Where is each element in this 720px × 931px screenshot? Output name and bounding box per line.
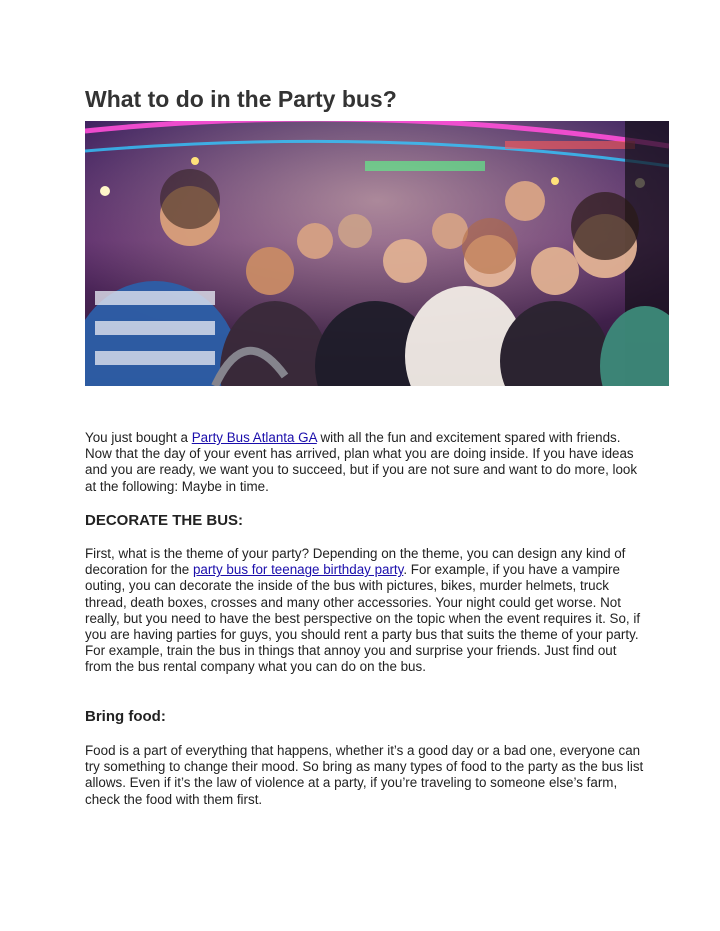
party-bus-atlanta-link[interactable]: Party Bus Atlanta GA: [191, 430, 317, 445]
decorate-paragraph: [85, 546, 645, 676]
section-heading-bring-food: Bring food:: [85, 708, 166, 725]
teenage-birthday-party-link[interactable]: party bus for teenage birthday party: [192, 562, 404, 578]
bring-food-paragraph: Food is a part of everything that happens, whether it’s a good day or a bad one, everyone can try something to change their mood. So bring as many types of food to the party as the bus list allows. Even if it’s the law of violence at a party, if you’re traveling to someone else’s farm, check the food with them first.: [85, 743, 644, 807]
intro-paragraph: [85, 430, 645, 495]
section-heading-decorate: DECORATE THE BUS:: [85, 512, 244, 529]
intro-text-after-link: with all the fun and excitement spared with friends. Now that the day of your event has arrived, plan what you are doing inside. If you have ideas and you are ready, we want you to succeed, but if you are not sure and want to do more, look at the following: Maybe in time.: [85, 430, 638, 494]
decorate-text-after-link: . For example, if you have a vampire outing, you can decorate the inside of the bus with pictures, bikes, murder helmets, truck thread, death boxes, crosses and many other accessories. Your night could get worse. Not really, but you need to have the best perspective on the topic when the event requires it. So, if you are having parties for guys, you should rent a party bus that suits the theme of your party. For example, train the bus in things that annoy you and surprise your friends. Just find out from the bus rental company what you can do on the bus.: [85, 562, 641, 675]
decorate-text-before-link: First, what is the theme of your party? Depending on the theme, you can design any kind of decoration for the: [85, 546, 626, 578]
intro-text-before-link: You just bought a: [85, 430, 192, 445]
party-bus-photo: [85, 121, 669, 386]
page-title: What to do in the Party bus?: [85, 86, 397, 112]
